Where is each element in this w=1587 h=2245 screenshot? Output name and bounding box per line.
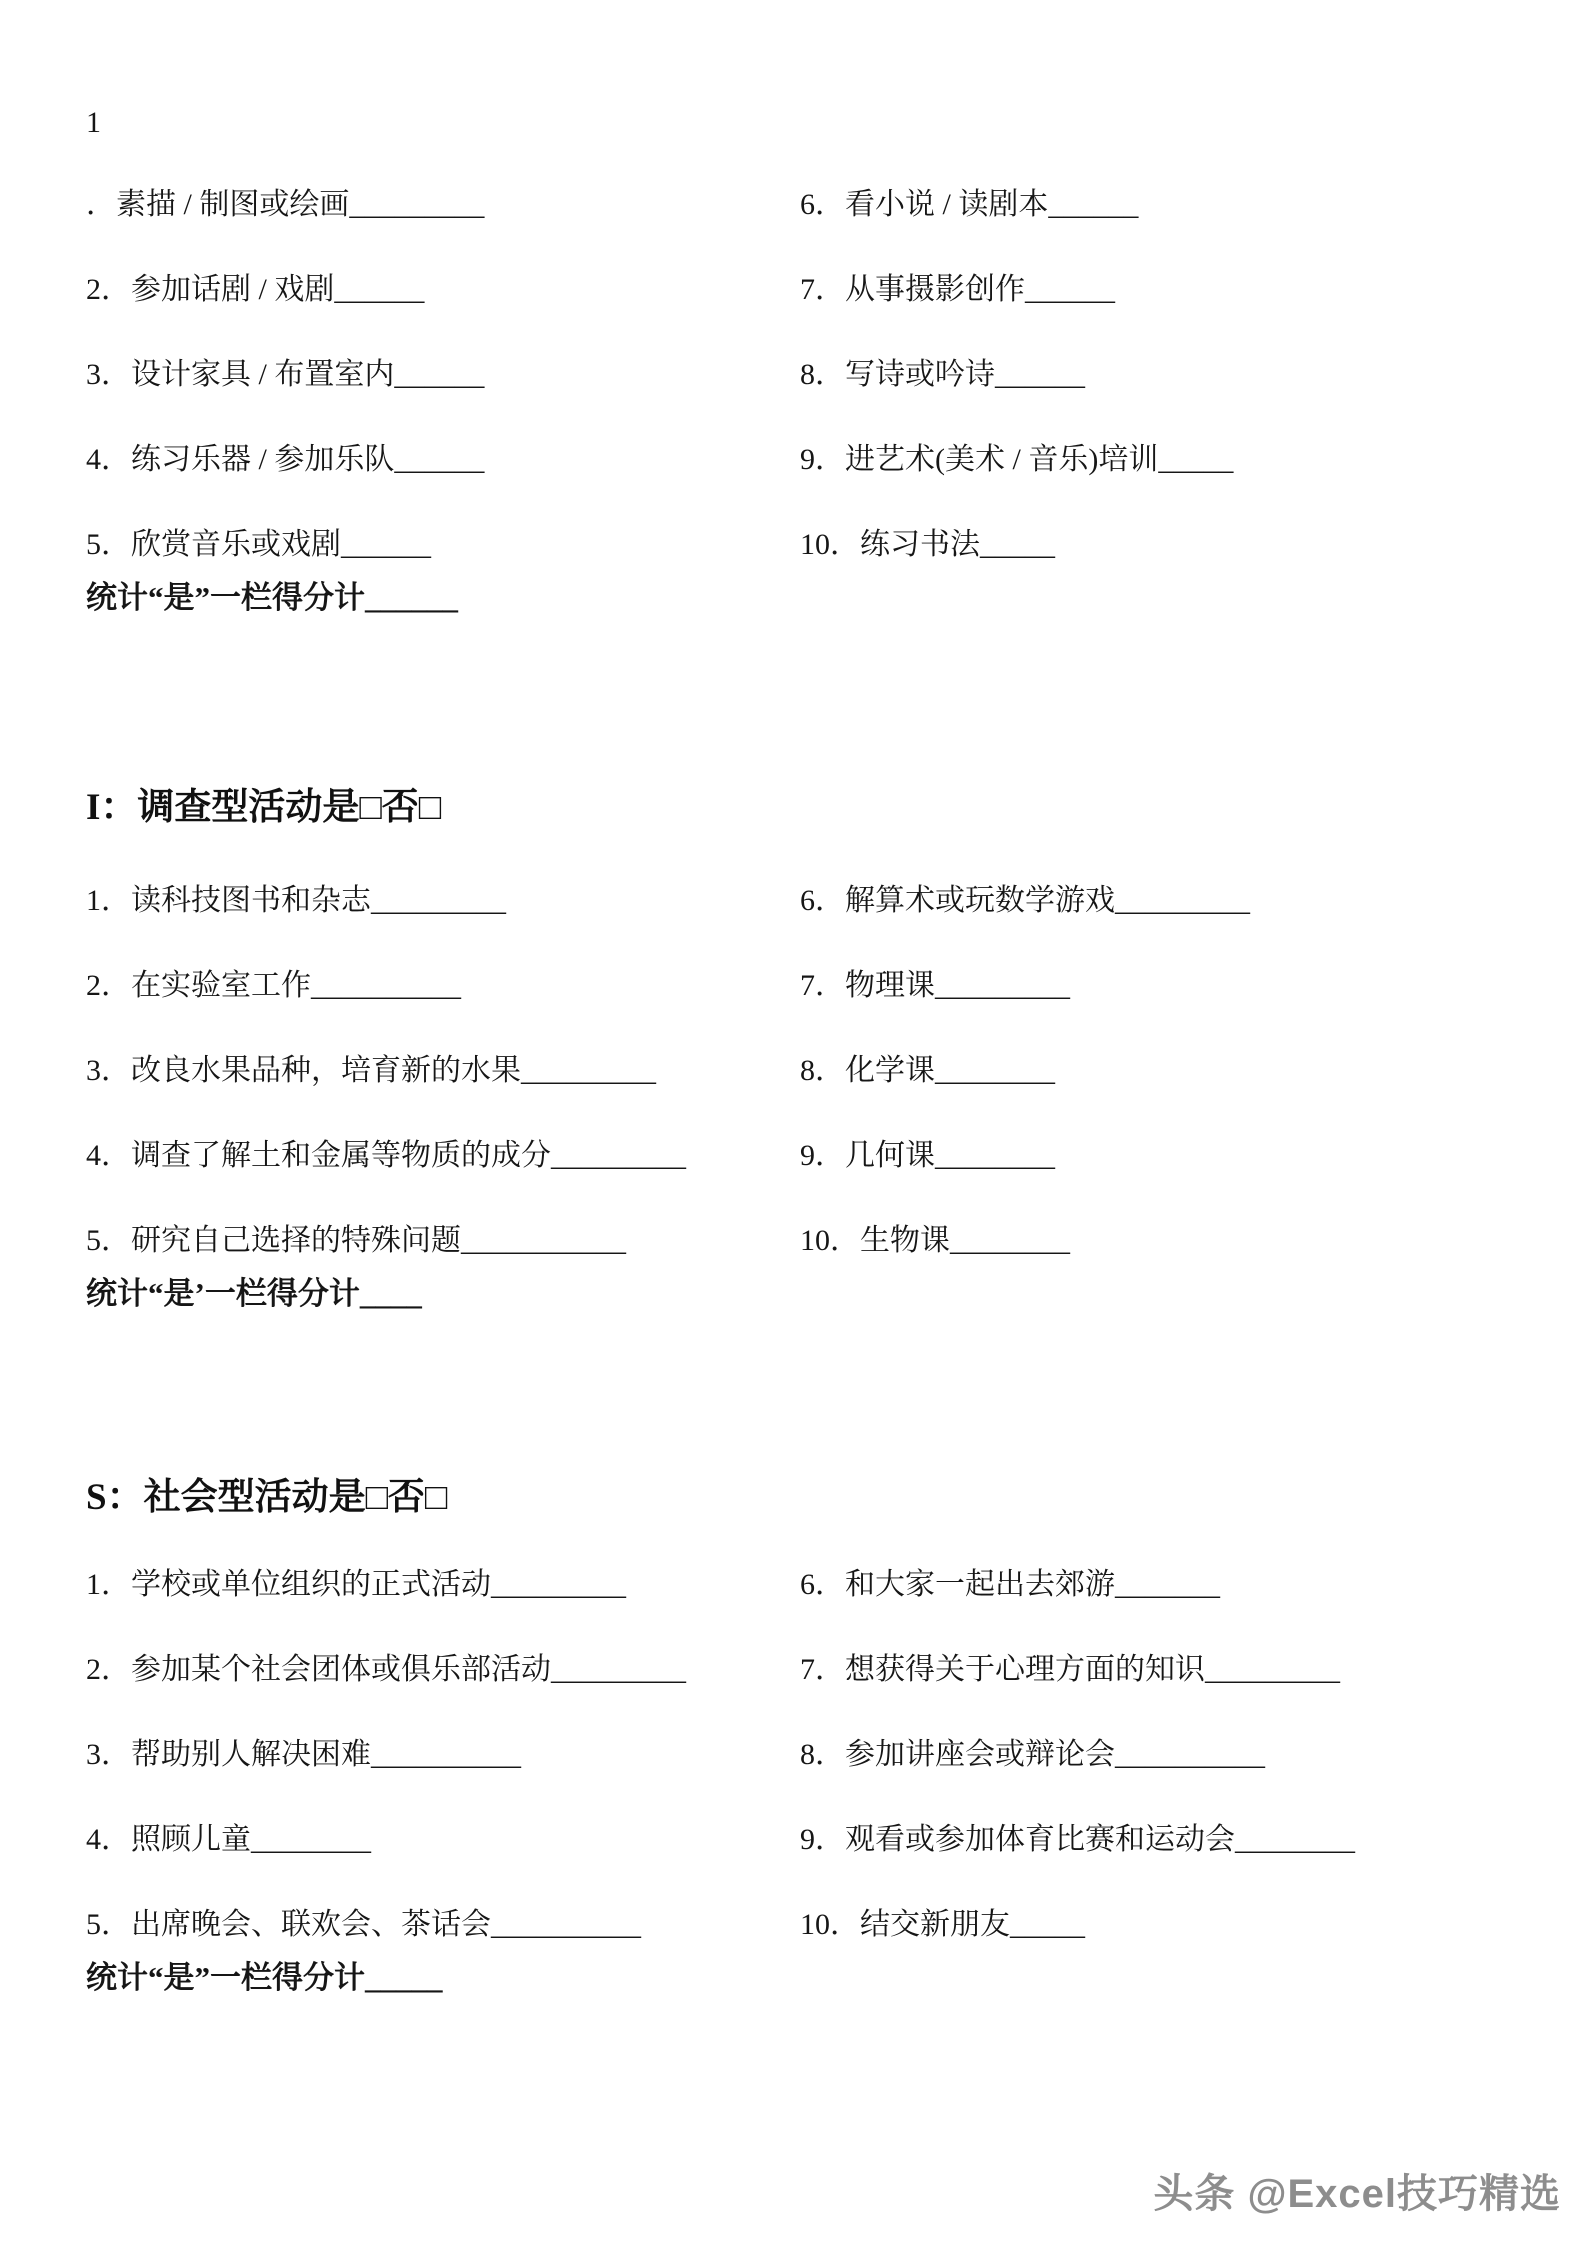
question-item: 10．练习书法_____ bbox=[800, 528, 1055, 561]
question-item: 7．从事摄影创作______ bbox=[800, 273, 1115, 306]
question-item: 1．读科技图书和杂志_________ bbox=[86, 884, 506, 917]
question-row bbox=[86, 443, 1556, 528]
question-item: 3．设计家具 / 布置室内______ bbox=[86, 358, 485, 391]
question-item: 8．化学课________ bbox=[800, 1054, 1055, 1087]
question-item: 9．观看或参加体育比赛和运动会________ bbox=[800, 1823, 1355, 1856]
section-artistic-items bbox=[86, 188, 1556, 616]
question-row bbox=[86, 1568, 1556, 1653]
question-item: 5．研究自己选择的特殊问题___________ bbox=[86, 1224, 626, 1257]
question-item: 7．想获得关于心理方面的知识_________ bbox=[800, 1653, 1340, 1686]
question-item: 7．物理课_________ bbox=[800, 969, 1070, 1002]
question-row bbox=[86, 528, 1556, 580]
question-row bbox=[86, 1823, 1556, 1908]
question-item: 6．和大家一起出去郊游_______ bbox=[800, 1568, 1220, 1601]
section-score-total: 统计“是”一栏得分计_____ bbox=[86, 1960, 443, 1995]
question-item: 8．写诗或吟诗______ bbox=[800, 358, 1085, 391]
question-row bbox=[86, 1738, 1556, 1823]
question-row bbox=[86, 1139, 1556, 1224]
question-row bbox=[86, 188, 1556, 273]
section-score-total: 统计“是”一栏得分计______ bbox=[86, 580, 458, 615]
question-item: ．素描 / 制图或绘画_________ bbox=[86, 188, 485, 221]
question-item: 1．学校或单位组织的正式活动_________ bbox=[86, 1568, 626, 1601]
section-i-heading: I：调查型活动是□否□ bbox=[86, 787, 442, 828]
question-item: 5．出席晚会、联欢会、茶话会__________ bbox=[86, 1908, 641, 1941]
question-row bbox=[86, 884, 1556, 969]
question-item: 4．调查了解土和金属等物质的成分_________ bbox=[86, 1139, 686, 1172]
question-row bbox=[86, 1224, 1556, 1276]
question-item: 9．进艺术(美术 / 音乐)培训_____ bbox=[800, 443, 1234, 476]
question-item: 2．在实验室工作__________ bbox=[86, 969, 461, 1002]
section-social-items bbox=[86, 1568, 1556, 1996]
watermark: 头条 @Excel技巧精选 bbox=[1153, 2172, 1561, 2216]
page-number: 1 bbox=[86, 106, 101, 139]
question-item: 9．几何课________ bbox=[800, 1139, 1055, 1172]
section-score-total: 统计“是’一栏得分计____ bbox=[86, 1276, 422, 1311]
question-item: 8．参加讲座会或辩论会__________ bbox=[800, 1738, 1265, 1771]
question-item: 2．参加话剧 / 戏剧______ bbox=[86, 273, 425, 306]
question-row bbox=[86, 969, 1556, 1054]
question-item: 10．结交新朋友_____ bbox=[800, 1908, 1085, 1941]
question-item: 3．帮助别人解决困难__________ bbox=[86, 1738, 521, 1771]
question-item: 6．解算术或玩数学游戏_________ bbox=[800, 884, 1250, 917]
question-row bbox=[86, 273, 1556, 358]
question-row bbox=[86, 1908, 1556, 1960]
question-item: 3．改良水果品种，培育新的水果_________ bbox=[86, 1054, 656, 1087]
question-item: 4．练习乐器 / 参加乐队______ bbox=[86, 443, 485, 476]
question-row bbox=[86, 1653, 1556, 1738]
question-item: 10．生物课________ bbox=[800, 1224, 1070, 1257]
section-s-heading: S：社会型活动是□否□ bbox=[86, 1477, 448, 1518]
question-item: 2．参加某个社会团体或俱乐部活动_________ bbox=[86, 1653, 686, 1686]
question-row bbox=[86, 1054, 1556, 1139]
question-row bbox=[86, 358, 1556, 443]
question-item: 5．欣赏音乐或戏剧______ bbox=[86, 528, 431, 561]
question-item: 6．看小说 / 读剧本______ bbox=[800, 188, 1139, 221]
section-investigative-items bbox=[86, 884, 1556, 1312]
question-item: 4．照顾儿童________ bbox=[86, 1823, 371, 1856]
